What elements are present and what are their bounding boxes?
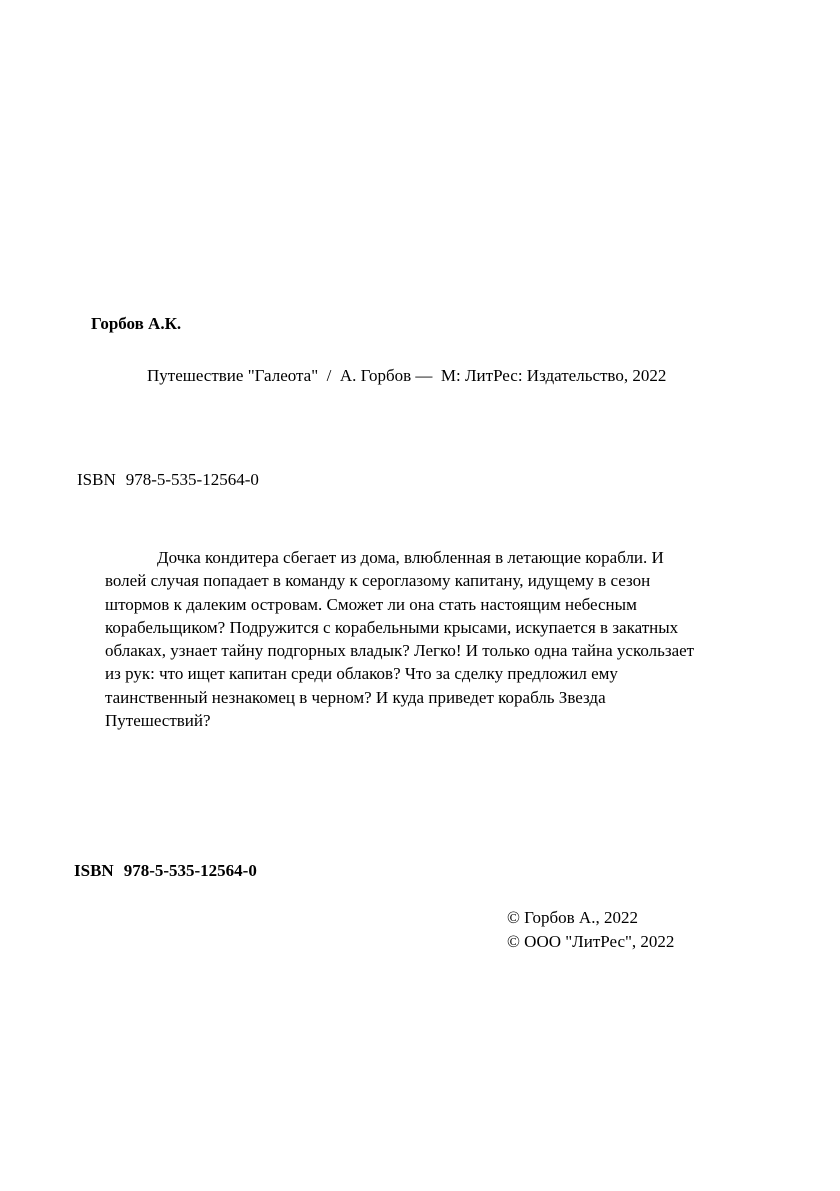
isbn-bottom-number: 978-5-535-12564-0 [123, 861, 257, 880]
isbn-top-number: 978-5-535-12564-0 [125, 470, 259, 489]
isbn-top [77, 470, 259, 490]
copyright-publisher: © ООО "ЛитРес", 2022 [507, 932, 675, 951]
author-name: Горбов А.К. [91, 314, 182, 333]
copyright-author: © Горбов А., 2022 [507, 908, 638, 927]
book-annotation: Дочка кондитера сбегает из дома, влюбленная в летающие корабли. И волей случая попадает в команду к сероглазому капитану, идущему в сезон штормов к далеким островам. Сможет ли она стать настоящим небесным корабельщиком? Подружится с корабельными крысами, искупается в закатных облаках, узнает тайну подгорных владык? Легко! И только одна тайна ускользает из рук: что ищет капитан среди облаков? Что за сделку предложил ему таинственный незнакомец в черном? И куда приведет корабль Звезда Путешествий? [105, 548, 695, 731]
isbn-bottom-label: ISBN [74, 861, 114, 880]
bibliographic-citation: Путешествие "Галеота" / А. Горбов — М: ЛитРес: Издательство, 2022 [147, 366, 667, 385]
copyright-block [507, 906, 674, 954]
isbn-top-label: ISBN [77, 470, 116, 489]
isbn-bottom [74, 861, 257, 881]
